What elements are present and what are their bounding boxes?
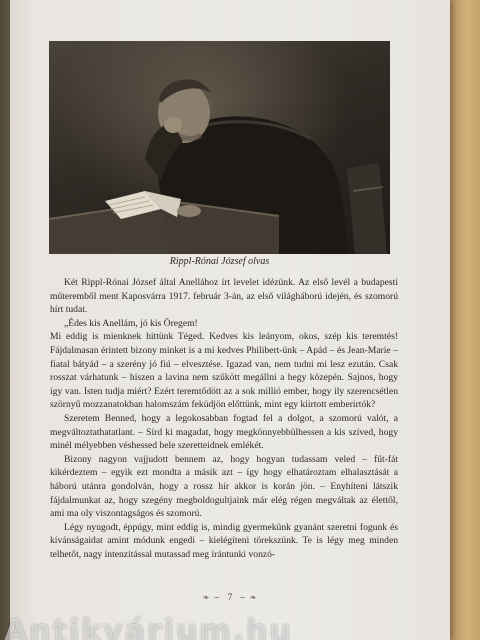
body-text [50, 276, 398, 561]
paragraph-intro: Két Rippl-Rónai József által Anellához írt levelet idézünk. Az első levél a budapesti műteremből ment Kaposvárra 1917. február 3-án, az első világháború idején, és szomorú hírt tudat. [50, 277, 398, 316]
paragraph-salutation: „Édes kis Anellám, jó kis Öregem! [64, 317, 198, 329]
page-footer [170, 592, 290, 602]
right-ornament-icon: ∽ ❧ [239, 593, 258, 602]
paragraph-letter-1: Mi eddig is mienknek hittünk Téged. Kedves kis leányom, okos, szép kis teremtés! Fájdalmasan érintett bizony minket is a mi kedves Philibert-ünk – Apád – és Jean-Marie – fiatal bátyád – a szerény jó fiú – elvesztése. Igazad van, nem tudni mi lesz ezután. Csak rosszat várhatunk – hiszen a lavina nem szűkött megállni a hegy közepén. Sajnos, hogy így van. Isten tudja miért? Ezért teremtődött az a sok millió ember, hogy ily szerencsétlen szörnyű mozzanatokban halomszám feküdjön előttünk, mint egy kiirtott emberirtók? [50, 331, 398, 411]
photo-caption: Rippl-Rónai József olvas [169, 256, 270, 267]
reading-man-illustration [49, 41, 390, 254]
watermark [0, 612, 480, 640]
background-right [446, 0, 480, 640]
left-ornament-icon: ❧ ∽ [202, 593, 221, 602]
watermark-text: Antikvárium.hu [4, 614, 293, 640]
paragraph-letter-4: Légy nyugodt, éppúgy, mint eddig is, mindig gyermekünk gyanánt szeretni fogunk és kívánságaidat amint módunk engedi – kielégíteni törekszünk. Te is légy meg minden telhetőt, nagy intenzitással mutassad meg irántunki vonzó- [50, 521, 398, 560]
paragraph-letter-2: Szeretem Benned, hogy a legokosabban fogtad fel a dolgot, a szomorú valót, a megváltoztathatatlant. – Sírd ki magadat, hogy megkönnyebbülhessen a kis szíved, hogy minél mélyebben véshessed bele szeretteidnek emlékét. [50, 412, 398, 452]
page-number: 7 [227, 592, 233, 602]
portrait-photo [49, 41, 390, 254]
paragraph-letter-3: Bizony nagyon vajjudott bennem az, hogy hogyan tudassam veled – fűt-fát kikérdeztem – egyik ezt mondta a másik azt – így hogy elhatároztam elhalasztását a háború utánra gondolván, hogy a rossz hír akkor is korán jön. – Enyhíteni látszik fájdalmunkat az, hogy szegény megboldogultjaink már elég régen megváltak az élettől, ami ma oly viszontagságos és szomorú. [50, 453, 398, 520]
